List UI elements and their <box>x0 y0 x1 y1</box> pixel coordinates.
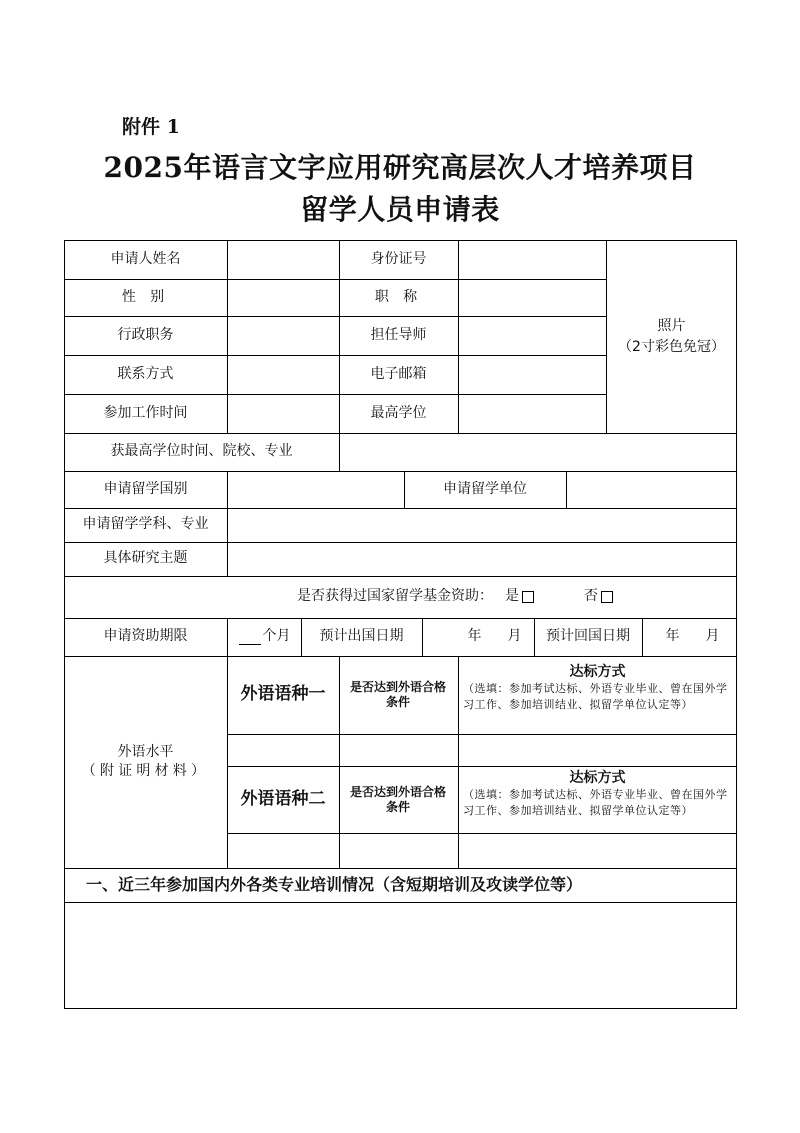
label-title-rank: 职 称 <box>374 288 423 305</box>
months-unit: 个月 <box>262 628 291 645</box>
language1-method <box>459 657 736 734</box>
language1-qualified-input[interactable] <box>340 735 457 765</box>
input-work-start[interactable] <box>228 395 338 432</box>
language2-qualified-input[interactable] <box>340 834 457 867</box>
input-applicant-name[interactable] <box>228 241 338 278</box>
language1-input[interactable] <box>228 735 338 765</box>
label-funding-period: 申请资助期限 <box>103 628 188 645</box>
label-study-country: 申请留学国别 <box>103 480 188 497</box>
label-return-date: 预计回国日期 <box>546 628 630 645</box>
label-email: 电子邮箱 <box>370 365 427 382</box>
months-blank[interactable] <box>239 630 261 645</box>
funding-question-label: 是否获得过国家留学基金资助： <box>297 588 493 605</box>
label-contact: 联系方式 <box>117 365 174 382</box>
input-title-rank[interactable] <box>459 280 605 315</box>
label-gender: 性 别 <box>121 288 170 305</box>
photo-note: （2寸彩色免冠） <box>618 339 725 355</box>
input-research-topic[interactable] <box>228 543 736 575</box>
label-id-number: 身份证号 <box>370 250 427 267</box>
input-id-number[interactable] <box>459 241 605 278</box>
funding-no-checkbox[interactable] <box>601 591 613 603</box>
return-year-unit: 年 <box>665 628 680 645</box>
input-email[interactable] <box>459 356 605 393</box>
language2-label: 外语语种二 <box>240 788 326 809</box>
label-study-subject: 申请留学学科、专业 <box>82 516 209 533</box>
input-degree-info[interactable] <box>340 434 736 470</box>
language2-method-title: 达标方式 <box>569 770 626 786</box>
input-contact[interactable] <box>228 356 338 393</box>
photo-label: 照片 <box>657 317 686 334</box>
photo-box[interactable] <box>607 241 736 433</box>
funding-yes-label: 是 <box>505 588 519 605</box>
language-level-cell <box>64 656 227 868</box>
language2-input[interactable] <box>228 834 338 867</box>
label-applicant-name: 申请人姓名 <box>110 250 181 267</box>
attachment-label: 附件 1 <box>122 116 180 138</box>
label-degree-info: 获最高学位时间、院校、专业 <box>110 443 293 460</box>
label-highest-degree: 最高学位 <box>370 404 427 421</box>
funding-yes-checkbox[interactable] <box>522 591 534 603</box>
input-gender[interactable] <box>228 280 338 315</box>
section1-title: 一、近三年参加国内外各类专业培训情况（含短期培训及攻读学位等） <box>86 875 583 894</box>
form-title-line1: 2025年语言文字应用研究高层次人才培养项目 <box>103 151 697 184</box>
label-work-start: 参加工作时间 <box>103 404 188 421</box>
label-depart-date: 预计出国日期 <box>319 628 404 645</box>
language1-method-note: （选填：参加考试达标、外语专业毕业、曾在国外学习工作、参加培训结业、拟留学单位认定等） <box>463 682 728 711</box>
language2-qualified-label: 是否达到外语合格条件 <box>349 784 446 814</box>
months-field[interactable] <box>228 619 301 655</box>
input-study-unit[interactable] <box>567 472 736 507</box>
language-level-label: 外语水平 <box>117 743 174 760</box>
funding-no-label: 否 <box>584 588 598 605</box>
language-level-note: （附证明材料） <box>81 763 210 779</box>
language1-label: 外语语种一 <box>240 684 326 705</box>
input-admin-post[interactable] <box>228 317 338 354</box>
depart-date-field[interactable] <box>423 619 534 655</box>
language1-qualified-label: 是否达到外语合格条件 <box>349 680 446 709</box>
label-research-topic: 具体研究主题 <box>103 550 188 567</box>
return-date-field[interactable] <box>643 619 736 655</box>
section1-content[interactable] <box>65 903 736 1008</box>
language1-method-input[interactable] <box>459 735 736 765</box>
language2-method-note: （选填：参加考试达标、外语专业毕业、曾在国外学习工作、参加培训结业、拟留学单位认定等） <box>463 788 728 817</box>
label-supervisor: 担任导师 <box>370 326 427 343</box>
input-highest-degree[interactable] <box>459 395 605 432</box>
funding-question-row <box>64 576 736 618</box>
language2-method-input[interactable] <box>459 834 736 867</box>
input-supervisor[interactable] <box>459 317 605 354</box>
language2-method <box>459 767 736 833</box>
depart-year-unit: 年 <box>467 628 482 645</box>
form-title-line2: 留学人员申请表 <box>300 193 500 226</box>
label-admin-post: 行政职务 <box>117 326 174 343</box>
input-study-country[interactable] <box>228 472 404 507</box>
depart-month-unit: 月 <box>507 628 522 645</box>
language1-method-title: 达标方式 <box>569 664 626 680</box>
input-study-subject[interactable] <box>228 509 736 541</box>
return-month-unit: 月 <box>705 628 720 645</box>
label-study-unit: 申请留学单位 <box>443 480 527 497</box>
